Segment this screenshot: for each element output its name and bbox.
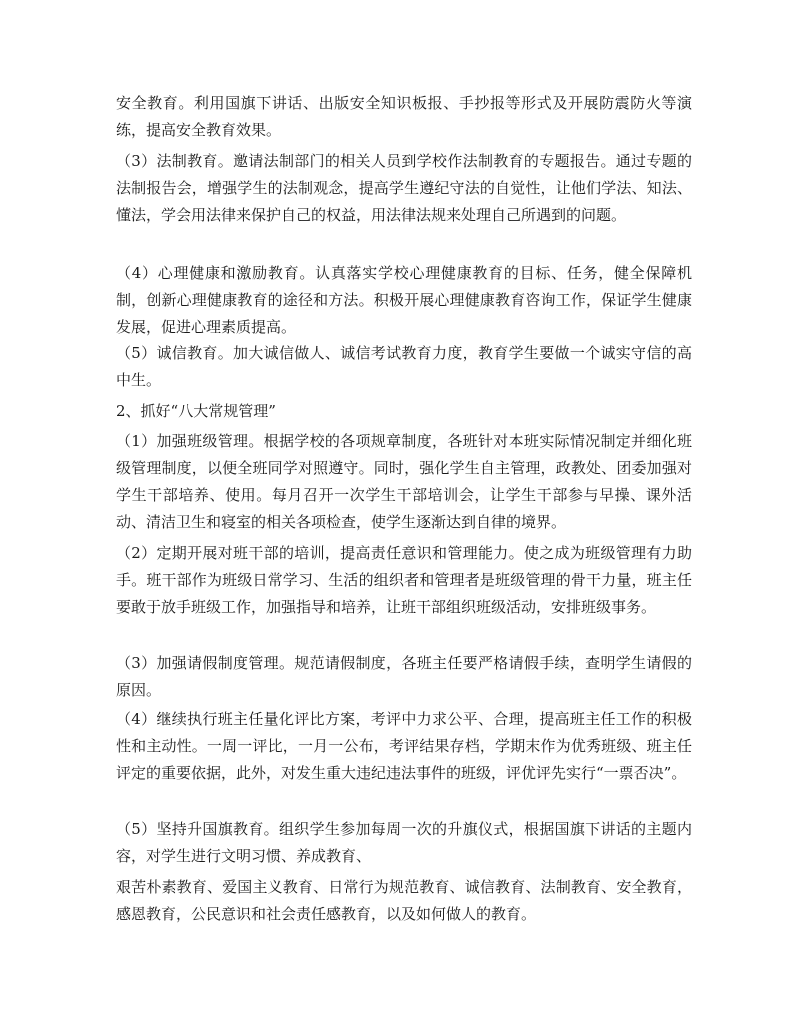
paragraph-moral-education: 艰苦朴素教育、爱国主义教育、日常行为规范教育、诚信教育、法制教育、安全教育，感恩教育，公民意识和社会责任感教育，以及如何做人的教育。 [116,878,692,923]
paragraph-flag-raising: （5）坚持升国旗教育。组织学生参加每周一次的升旗仪式，根据国旗下讲话的主题内容，对学生进行文明习惯、养成教育、 [116,820,692,865]
paragraph-safety-education: 安全教育。利用国旗下讲话、出版安全知识板报、手抄报等形式及开展防震防火等演练，提高安全教育效果。 [116,94,692,139]
paragraph-integrity-education: （5）诚信教育。加大诚信做人、诚信考试教育力度，教育学生要做一个诚实守信的高中生。 [116,344,692,389]
paragraph-cadre-training: （2）定期开展对班干部的培训，提高责任意识和管理能力。使之成为班级管理有力助手。班干部作为班级日常学习、生活的组织者和管理者是班级管理的骨干力量，班主任要敢于放手班级工作，加强指导和培养，让班干部组织班级活动，安排班级事务。 [116,544,692,616]
paragraph-legal-education: （3）法制教育。邀请法制部门的相关人员到学校作法制教育的专题报告。通过专题的法制报告会，增强学生的法制观念，提高学生遵纪守法的自觉性，让他们学法、知法、懂法，学会用法律来保护自己的权益，用法律法规来处理自己所遇到的问题。 [116,152,692,224]
paragraph-class-management: （1）加强班级管理。根据学校的各项规章制度，各班针对本班实际情况制定并细化班级管理制度，以便全班同学对照遵守。同时，强化学生自主管理，政教处、团委加强对学生干部培养、使用。每月召开一次学生干部培训会，让学生干部参与早操、课外活动、清洁卫生和寝室的相关各项检查，使学生逐渐达到自律的境界。 [116,432,692,531]
paragraph-leave-management: （3）加强请假制度管理。规范请假制度，各班主任要严格请假手续，查明学生请假的原因。 [116,654,692,699]
paragraph-teacher-evaluation: （4）继续执行班主任量化评比方案，考评中力求公平、合理，提高班主任工作的积极性和主动性。一周一评比，一月一公布，考评结果存档，学期末作为优秀班级、班主任评定的重要依据，此外，对发生重大违纪违法事件的班级，评优评先实行“一票否决”。 [116,710,692,782]
paragraph-mental-health: （4）心理健康和激励教育。认真落实学校心理健康教育的目标、任务，健全保障机制，创新心理健康教育的途径和方法。积极开展心理健康教育咨询工作，保证学生健康发展，促进心理素质提高。 [116,264,692,336]
section-heading-eight-routines: 2、抓好“八大常规管理” [116,402,276,420]
